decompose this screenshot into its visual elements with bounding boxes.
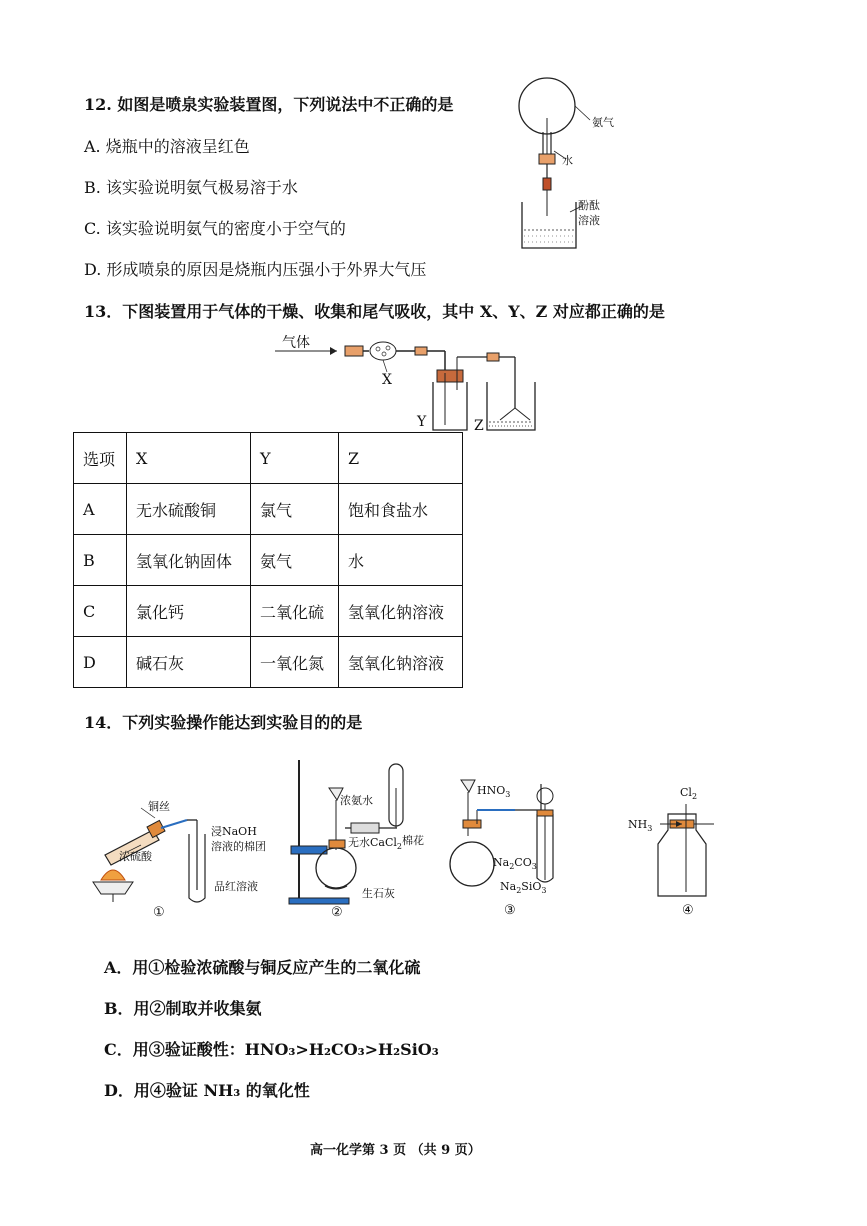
q13-options-table [73,432,463,688]
table-cell: A [74,484,127,535]
q14-f3-na2co3-label: $Na_2CO_3$ [493,856,537,872]
table-row [74,637,463,688]
table-cell: C [74,586,127,637]
q12-label-phenol-1: 酚酞 [578,199,600,212]
q13-label-z: Z [474,418,484,434]
table-row [74,535,463,586]
q14-f4-cl2-label: $Cl_2$ [680,786,698,802]
table-cell: D [74,637,127,688]
q12-label-water: 水 [562,154,573,167]
q13-label-gas: 气体 [282,335,310,351]
q14-f4-number: ④ [682,903,694,918]
q14-f1-cotton-label-2: 溶液的棉团 [211,840,266,853]
table-cell: 二氧化硫 [251,586,339,637]
q12-option-a: A. 烧瓶中的溶液呈红色 [84,137,250,156]
q12-title: 12. 如图是喷泉实验装置图，下列说法中不正确的是 [84,95,454,114]
q14-f1-acid-label: 浓硫酸 [119,850,152,863]
table-header-cell: X [127,433,251,484]
q14-f1-number: ① [153,905,165,920]
q14-f3-number: ③ [504,903,516,918]
table-header-row [74,433,463,484]
q12-label-ammonia: 氨气 [592,116,614,129]
q14-f4-nh3-label: $NH_3$ [628,818,653,834]
table-cell: 氢氧化钠溶液 [339,586,463,637]
table-cell: 氢氧化钠固体 [127,535,251,586]
q14-f2-cotton-label: 棉花 [402,834,424,847]
q12-option-d: D. 形成喷泉的原因是烧瓶内压强小于外界大气压 [84,260,427,279]
q14-title: 14．下列实验操作能达到实验目的的是 [84,713,363,732]
q14-f1-cotton-label-1: 浸NaOH [211,825,257,838]
table-header-cell: 选项 [74,433,127,484]
q14-f1-copper-label: 铜丝 [148,800,170,813]
table-cell: B [74,535,127,586]
table-row [74,586,463,637]
table-header-cell: Z [339,433,463,484]
table-row [74,484,463,535]
table-cell: 氯气 [251,484,339,535]
table-cell: 水 [339,535,463,586]
table-cell: 氢氧化钠溶液 [339,637,463,688]
q12-option-c: C. 该实验说明氨气的密度小于空气的 [84,219,346,238]
page-footer: 高一化学第 3 页 （共 9 页） [310,1143,481,1158]
table-header-cell: Y [251,433,339,484]
q14-figure-4 [650,800,730,900]
q14-option-a: A．用①检验浓硫酸与铜反应产生的二氧化硫 [104,958,421,977]
q14-f1-magenta-label: 品红溶液 [214,880,258,893]
q14-option-d: D．用④验证 NH₃ 的氧化性 [104,1081,310,1100]
q14-f2-number: ② [331,905,343,920]
table-cell: 饱和食盐水 [339,484,463,535]
q14-option-c: C．用③验证酸性：HNO₃>H₂CO₃>H₂SiO₃ [104,1040,439,1059]
q12-fountain-figure [510,66,640,256]
q14-f2-cacl2-label: 无水CaCl$_2$ [348,836,403,852]
q12-label-phenol-2: 溶液 [578,214,600,227]
q14-option-b: B．用②制取并收集氨 [104,999,262,1018]
q14-f2-quicklime-label: 生石灰 [362,887,395,900]
q12-option-b: B. 该实验说明氨气极易溶于水 [84,178,298,197]
table-cell: 氨气 [251,535,339,586]
q14-f3-hno3-label: $HNO_3$ [477,784,511,800]
q14-figure-1 [85,790,275,920]
q14-f2-ammonia-label: 浓氨水 [340,794,373,807]
table-cell: 一氧化氮 [251,637,339,688]
table-cell: 碱石灰 [127,637,251,688]
q13-label-y: Y [417,414,427,430]
q13-label-x: X [382,372,392,388]
q14-f3-na2sio3-label: $Na_2SiO_3$ [500,880,547,896]
q13-title: 13．下图装置用于气体的干燥、收集和尾气吸收，其中 X、Y、Z 对应都正确的是 [84,302,665,321]
table-cell: 氯化钙 [127,586,251,637]
table-cell: 无水硫酸铜 [127,484,251,535]
